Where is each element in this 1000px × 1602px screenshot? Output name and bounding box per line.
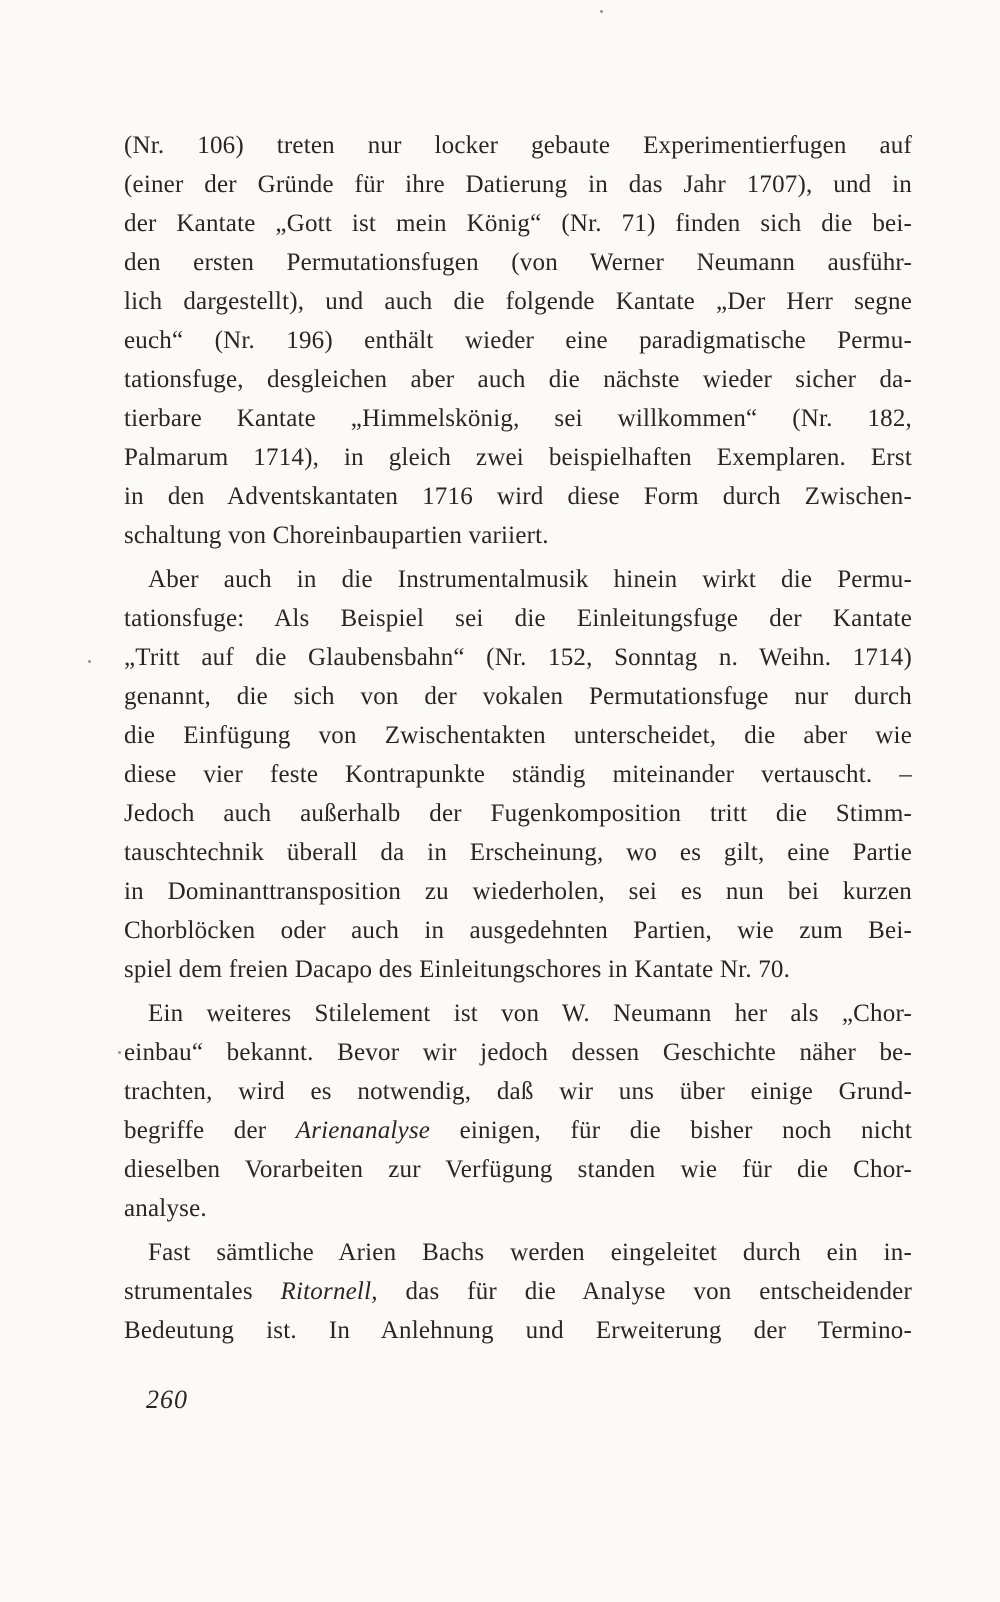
paper-speck (118, 1051, 121, 1054)
paragraph-3 (124, 994, 912, 1228)
text-line: einbau“ bekannt. Bevor wir jedoch dessen Geschichte näher be- (124, 1039, 912, 1066)
text-line: tationsfuge, desgleichen aber auch die nächste wieder sicher da- (124, 366, 912, 393)
paragraph-2 (124, 560, 912, 989)
text-line: Aber auch in die Instrumentalmusik hinein wirkt die Permu- (148, 566, 912, 593)
text-line: Bedeutung ist. In Anlehnung und Erweiterung der Termino- (124, 1317, 912, 1344)
body-text (124, 126, 912, 1350)
text-line: (Nr. 106) treten nur locker gebaute Experimentierfugen auf (124, 132, 912, 159)
text-line: tationsfuge: Als Beispiel sei die Einleitungsfuge der Kantate (124, 605, 912, 632)
text-line: tauschtechnik überall da in Erscheinung, wo es gilt, eine Partie (124, 839, 912, 866)
text-line: Ein weiteres Stilelement ist von W. Neumann her als „Chor- (148, 1000, 912, 1027)
text-line: Chorblöcken oder auch in ausgedehnten Partien, wie zum Bei- (124, 917, 912, 944)
text-line: die Einfügung von Zwischentakten unterscheidet, die aber wie (124, 722, 912, 749)
text-line: schaltung von Choreinbaupartien variiert. (124, 522, 549, 549)
italic-term: Ritornell, (280, 1278, 378, 1305)
text-line: genannt, die sich von der vokalen Permutationsfuge nur durch (124, 683, 912, 710)
text-line: spiel dem freien Dacapo des Einleitungschores in Kantate Nr. 70. (124, 956, 791, 983)
text-line: den ersten Permutationsfugen (von Werner Neumann ausführ- (124, 249, 912, 276)
text-line: analyse. (124, 1195, 207, 1222)
text-line: dieselben Vorarbeiten zur Verfügung standen wie für die Chor- (124, 1156, 912, 1183)
paper-speck (88, 660, 91, 663)
text-line: in Dominanttransposition zu wiederholen, sei es nun bei kurzen (124, 878, 912, 905)
text-run: strumentales (124, 1278, 281, 1305)
text-line: trachten, wird es notwendig, daß wir uns über einige Grund- (124, 1078, 912, 1105)
text-run: einigen, für die bisher noch nicht (430, 1117, 912, 1144)
text-line: der Kantate „Gott ist mein König“ (Nr. 71) finden sich die bei- (124, 210, 912, 237)
text-run: begriffe der (124, 1117, 296, 1144)
text-line: (einer der Gründe für ihre Datierung in das Jahr 1707), und in (124, 171, 912, 198)
paragraph-4 (124, 1233, 912, 1350)
text-line: Palmarum 1714), in gleich zwei beispielhaften Exemplaren. Erst (124, 444, 912, 471)
text-line: Fast sämtliche Arien Bachs werden eingeleitet durch ein in- (148, 1239, 912, 1266)
text-line: tierbare Kantate „Himmelskönig, sei willkommen“ (Nr. 182, (124, 405, 912, 432)
text-line (124, 1111, 912, 1150)
text-line (124, 1272, 912, 1311)
italic-term: Arienanalyse (295, 1117, 431, 1144)
text-line: euch“ (Nr. 196) enthält wieder eine paradigmatische Permu- (124, 327, 912, 354)
text-line: lich dargestellt), und auch die folgende Kantate „Der Herr segne (124, 288, 912, 315)
text-run: das für die Analyse von entscheidender (377, 1278, 912, 1305)
text-line: Jedoch auch außerhalb der Fugenkomposition tritt die Stimm- (124, 800, 912, 827)
text-line: diese vier feste Kontrapunkte ständig miteinander vertauscht. – (124, 761, 912, 788)
page-number: 260 (146, 1385, 188, 1414)
paper-speck (600, 10, 603, 13)
text-line: „Tritt auf die Glaubensbahn“ (Nr. 152, Sonntag n. Weihn. 1714) (124, 644, 912, 671)
paragraph-1 (124, 126, 912, 555)
text-line: in den Adventskantaten 1716 wird diese Form durch Zwischen- (124, 483, 912, 510)
